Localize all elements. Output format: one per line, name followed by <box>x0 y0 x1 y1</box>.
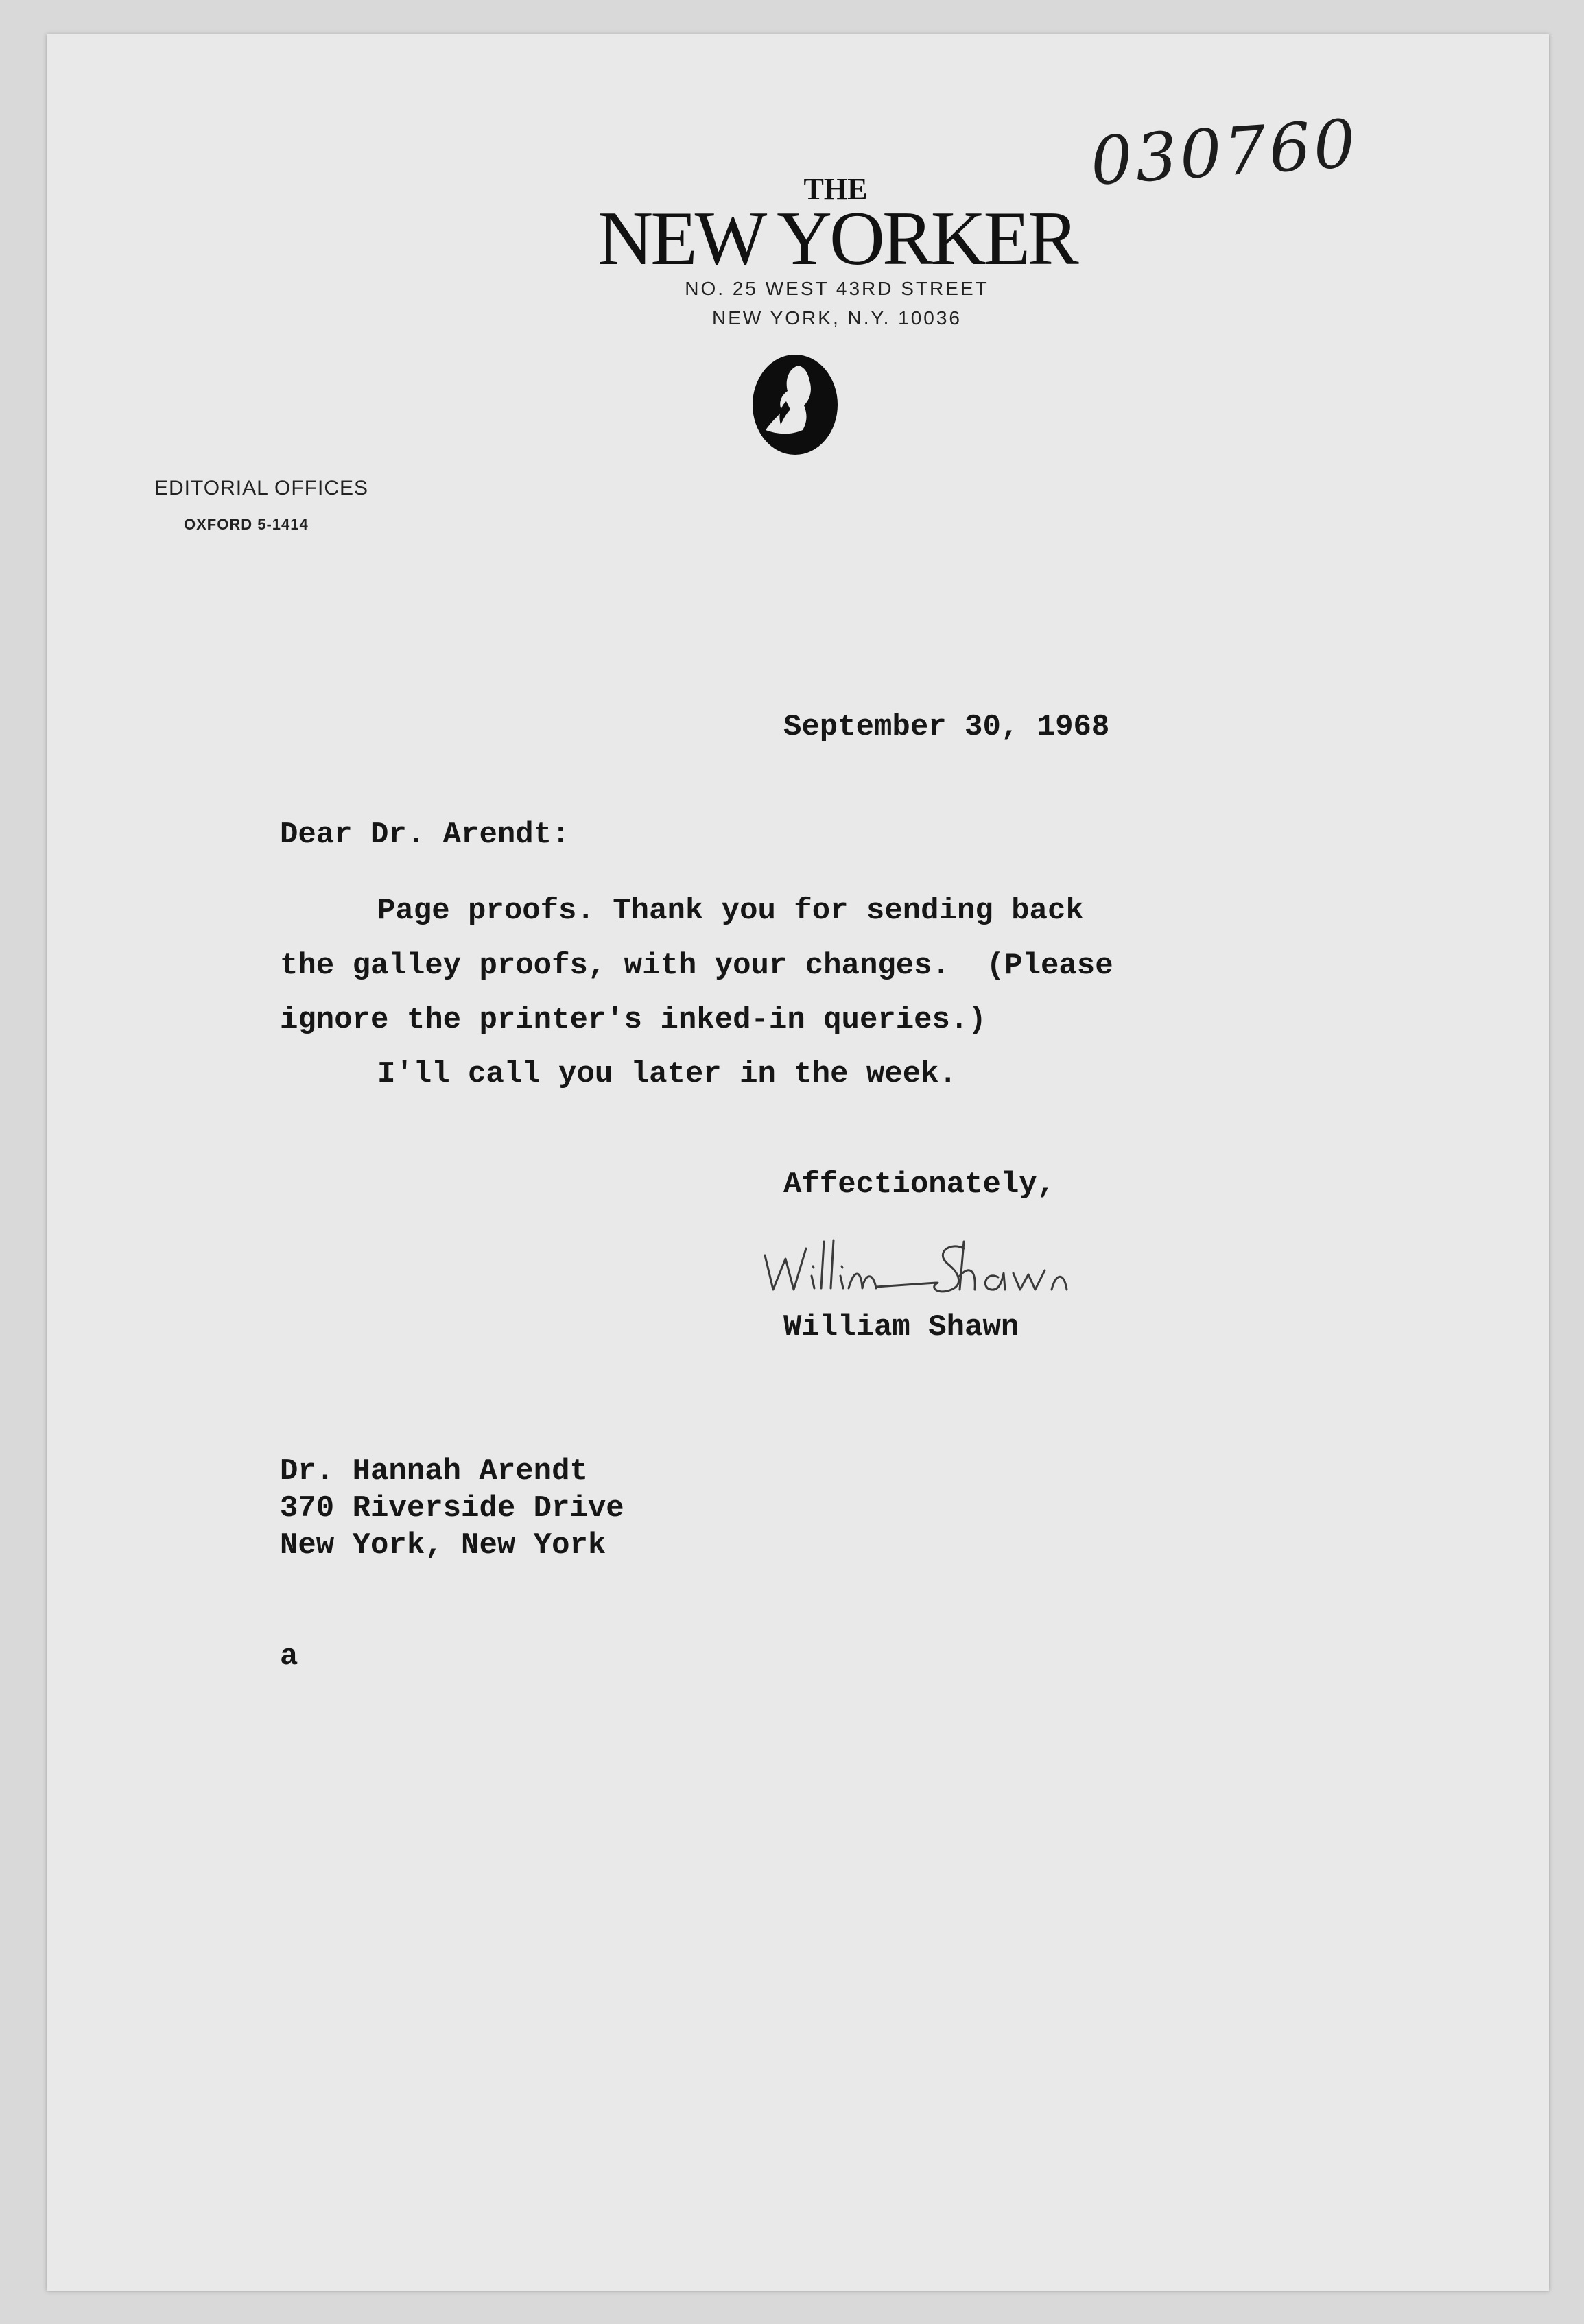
silhouette-logo-icon <box>750 353 840 456</box>
body-line-4: I'll call you later in the week. <box>377 1057 957 1091</box>
recipient-city: New York, New York <box>280 1528 606 1563</box>
handwritten-signature <box>758 1228 1128 1310</box>
editorial-phone: OXFORD 5-1414 <box>184 516 309 533</box>
editorial-offices-label: EDITORIAL OFFICES <box>154 477 369 499</box>
typist-initial: a <box>280 1639 298 1674</box>
letterhead-address-line1: NO. 25 WEST 43RD STREET <box>685 278 989 299</box>
body-line-3: ignore the printer's inked-in queries.) <box>280 1003 986 1037</box>
archive-number: 030760 <box>1088 104 1361 200</box>
salutation: Dear Dr. Arendt: <box>280 818 570 852</box>
closing: Affectionately, <box>783 1167 1056 1202</box>
body-line-2: the galley proofs, with your changes. (Please <box>280 949 1113 983</box>
body-line-1: Page proofs. Thank you for sending back <box>377 894 1084 928</box>
letterhead-address-line2: NEW YORK, N.Y. 10036 <box>712 307 962 329</box>
recipient-street: 370 Riverside Drive <box>280 1491 624 1526</box>
letterhead-title: NEW YORKER <box>598 196 1076 281</box>
recipient-name: Dr. Hannah Arendt <box>280 1454 588 1489</box>
letterhead-the: THE <box>803 172 868 206</box>
signer-name: William Shawn <box>783 1310 1019 1344</box>
letter-date: September 30, 1968 <box>783 710 1110 744</box>
